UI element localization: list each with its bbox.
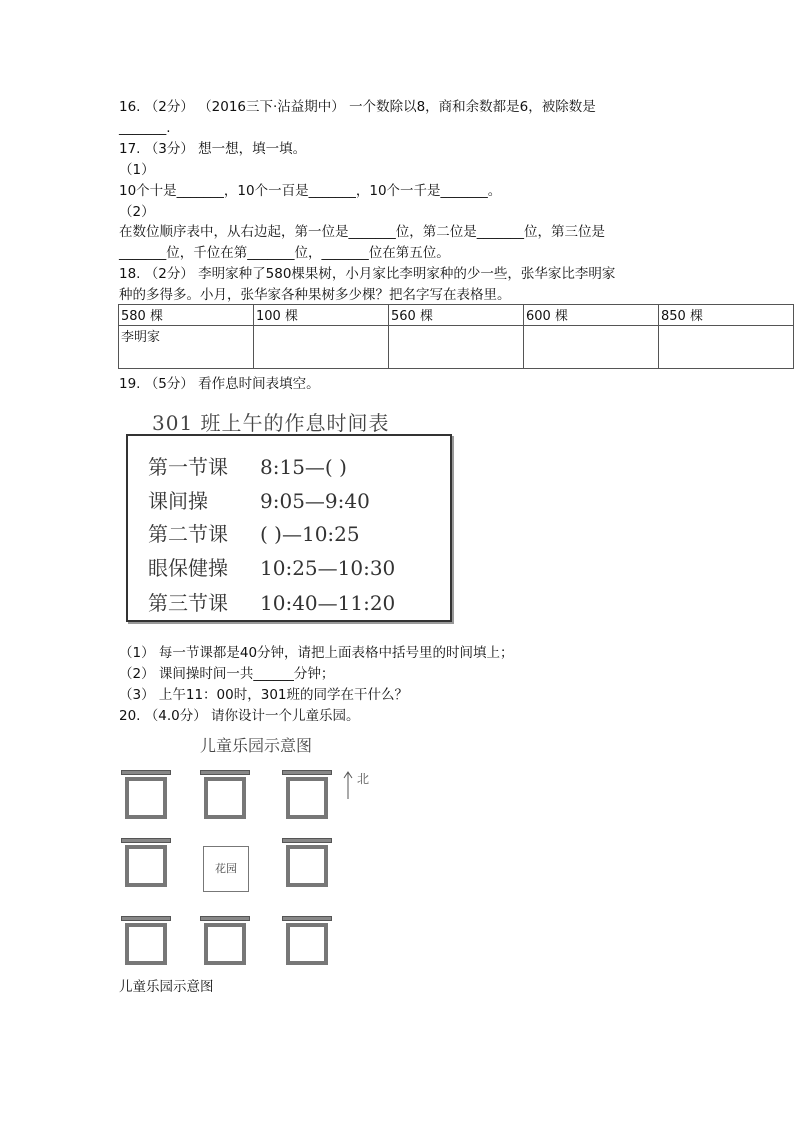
q19-sub3: （3） 上午11：00时，301班的同学在干什么？: [119, 687, 409, 703]
q17-part1-label: （1）: [119, 162, 155, 178]
q17-part2-line2: _______位，千位在第_______位，_______位在第五位。: [119, 245, 450, 261]
booth-icon: [282, 770, 332, 820]
table-header-row: [119, 305, 794, 326]
table-row: [119, 326, 794, 369]
period-time: ( )—10:25: [260, 522, 360, 546]
table-cell: 李明家: [119, 326, 254, 369]
table-cell: 560 棵: [389, 305, 524, 326]
table-cell: 600 棵: [524, 305, 659, 326]
q18-line2: 种的多得多。小月，张华家各种果树多少棵？把名字写在表格里。: [119, 287, 511, 303]
booth-icon: [282, 916, 332, 966]
schedule-row: [148, 451, 347, 480]
schedule-row: [148, 587, 395, 616]
q16-line1: 16. （2分） （2016三下·沾益期中） 一个数除以8，商和余数都是6，被除数是: [119, 99, 596, 115]
q17-part2-label: （2）: [119, 204, 155, 220]
period-time: 8:15—( ): [260, 455, 347, 479]
answer-cell[interactable]: [254, 326, 389, 369]
schedule-title: 301 班上午的作息时间表: [152, 411, 390, 435]
period-name: 第一节课: [148, 455, 228, 479]
schedule-row: [148, 485, 370, 514]
booth-icon: [121, 770, 171, 820]
table-cell: 850 棵: [659, 305, 794, 326]
table-cell: 100 棵: [254, 305, 389, 326]
booth-icon: [200, 916, 250, 966]
answer-cell[interactable]: [524, 326, 659, 369]
period-name: 课间操: [148, 489, 208, 513]
booth-icon: [282, 838, 332, 888]
answer-cell[interactable]: [389, 326, 524, 369]
period-name: 第三节课: [148, 591, 228, 615]
period-name: 眼保健操: [148, 556, 228, 580]
schedule-row: [148, 518, 360, 547]
period-time: 9:05—9:40: [260, 489, 370, 513]
schedule-row: [148, 552, 395, 581]
q17-title: 17. （3分） 想一想，填一填。: [119, 141, 307, 157]
booth-icon: [121, 838, 171, 888]
schedule-box: [126, 434, 452, 622]
q20-title: 20. （4.0分） 请你设计一个儿童乐园。: [119, 708, 360, 724]
q17-part1-text: 10个十是_______，10个一百是_______，10个一千是_______。: [119, 183, 502, 199]
booth-icon: [200, 770, 250, 820]
q16-line2: _______.: [119, 120, 171, 136]
period-time: 10:25—10:30: [260, 556, 396, 580]
table-cell: 580 棵: [119, 305, 254, 326]
tree-count-table: [118, 304, 794, 369]
q19-title: 19. （5分） 看作息时间表填空。: [119, 376, 320, 392]
north-indicator: [343, 770, 370, 804]
map-caption: 儿童乐园示意图: [119, 979, 214, 995]
booth-icon: [121, 916, 171, 966]
q19-sub1: （1） 每一节课都是40分钟，请把上面表格中括号里的时间填上；: [119, 645, 514, 661]
q19-sub2: （2） 课间操时间一共______分钟；: [119, 666, 335, 682]
q18-line1: 18. （2分） 李明家种了580棵果树，小月家比李明家种的少一些，张华家比李明家: [119, 266, 616, 282]
north-arrow-icon: [343, 770, 353, 800]
period-name: 第二节课: [148, 522, 228, 546]
garden-label: 花园: [203, 846, 249, 892]
period-time: 10:40—11:20: [260, 591, 396, 615]
answer-cell[interactable]: [659, 326, 794, 369]
q17-part2-line1: 在数位顺序表中，从右边起，第一位是_______位，第二位是_______位，第三位是: [119, 224, 605, 240]
north-label: 北: [357, 772, 370, 786]
map-title: 儿童乐园示意图: [200, 736, 313, 755]
